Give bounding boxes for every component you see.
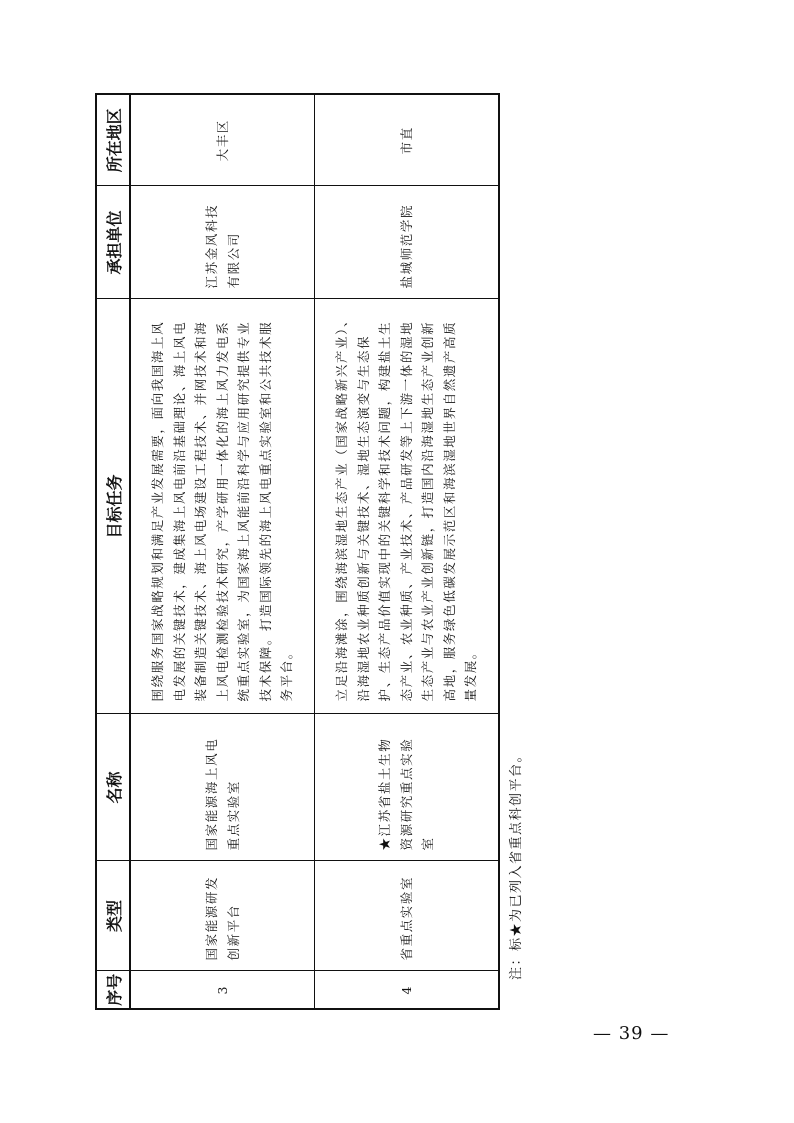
platform-table [95, 93, 500, 1010]
header-type: 类型 [96, 861, 130, 971]
page-number: — 39 — [593, 1023, 670, 1044]
row-region: 大丰区 [130, 94, 315, 186]
header-unit: 承担单位 [96, 186, 130, 299]
table-note: 注：标★为已列入省重点科创平台。 [509, 747, 524, 980]
row-no: 3 [130, 971, 315, 1009]
row-unit: 江苏金风科技有限公司 [130, 186, 315, 299]
header-name: 名称 [96, 714, 130, 861]
table-row [315, 94, 500, 1009]
row-task: 围绕服务国家战略规划和满足产业发展需要，面向我国海上风电发展的关键技术，建成集海上风电前沿基础理论、海上风电装备制造关键技术、海上风电场建设工程技术、并网技术和海上风电检测检验技术研究，产学研用一体化的海上风力发电系统重点实验室，为国家海上风能前沿科学与应用研究提供专业技术保障。打造国际领先的海上风电重点实验室和公共技术服务平台。 [130, 299, 315, 714]
row-type: 省重点实验室 [315, 861, 500, 971]
row-unit: 盐城师范学院 [315, 186, 500, 299]
row-task: 立足沿海滩涂，围绕海滨湿地生态产业（国家战略新兴产业）、沿海湿地农业种质创新与关键技术、湿地生态演变与生态保护、生态产品价值实现中的关键科学和技术问题，构建盐土生态产业、农业种质、产业技术、产品研发等上下游一体的湿地生态产业与农业产业创新链，打造国内沿海湿地生态产业创新高地，服务绿色低碳发展示范区和海滨湿地世界自然遗产高质量发展。 [315, 299, 500, 714]
header-region: 所在地区 [96, 94, 130, 186]
table-header-row [96, 94, 130, 1009]
row-type: 国家能源研发创新平台 [130, 861, 315, 971]
row-no: 4 [315, 971, 500, 1009]
rotated-table-block [95, 95, 524, 1010]
header-no: 序号 [96, 971, 130, 1009]
row-name: ★江苏省盐土生物资源研究重点实验室 [315, 714, 500, 861]
row-region: 市直 [315, 94, 500, 186]
row-name: 国家能源海上风电重点实验室 [130, 714, 315, 861]
table-row [130, 94, 315, 1009]
header-task: 目标任务 [96, 299, 130, 714]
